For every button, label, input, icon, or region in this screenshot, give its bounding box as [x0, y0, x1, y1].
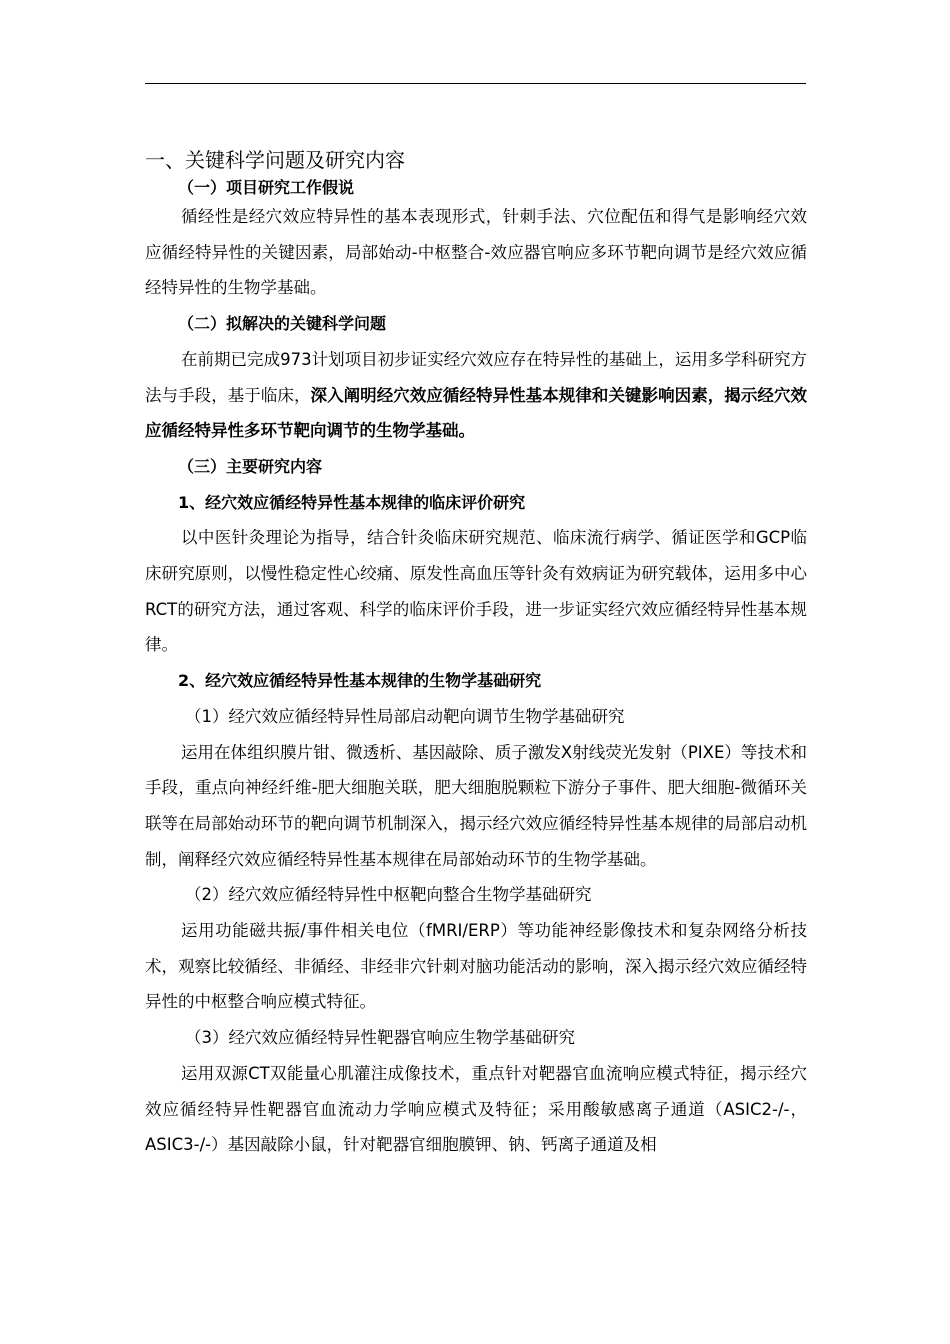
- subsection-main-content-title: （三）主要研究内容: [178, 456, 323, 476]
- item1-paragraph: 以中医针灸理论为指导，结合针灸临床研究规范、临床流行病学、循证医学和GCP临床研究原则，以慢性稳定性心绞痛、原发性高血压等针灸有效病证为研究载体，运用多中心RCT的研究方法，通过客观、科学的临床评价手段，进一步证实经穴效应循经特异性基本规律。: [145, 528, 807, 655]
- item1-title: 1、经穴效应循经特异性基本规律的临床评价研究: [178, 492, 526, 512]
- key-questions-paragraph: [145, 342, 807, 449]
- section-title: 一、关键科学问题及研究内容: [145, 148, 405, 172]
- key-questions-bold-text: 深入阐明经穴效应循经特异性基本规律和关键影响因素，揭示经穴效应循经特异性多环节靶向调节的生物学基础。: [145, 385, 808, 441]
- subsection-key-questions-title: （二）拟解决的关键科学问题: [178, 314, 387, 334]
- sub-item1-title: （1）经穴效应循经特异性局部启动靶向调节生物学基础研究: [185, 706, 625, 726]
- sub-item2-title: （2）经穴效应循经特异性中枢靶向整合生物学基础研究: [185, 885, 592, 905]
- hypothesis-paragraph: 循经性是经穴效应特异性的基本表现形式，针刺手法、穴位配伍和得气是影响经穴效应循经特异性的关键因素，局部始动-中枢整合-效应器官响应多环节靶向调节是经穴效应循经特异性的生物学基础。: [145, 207, 807, 298]
- subsection-hypothesis-title: （一）项目研究工作假说: [178, 178, 355, 197]
- sub-item2-paragraph: 运用功能磁共振/事件相关电位（fMRI/ERP）等功能神经影像技术和复杂网络分析技术，观察比较循经、非循经、非经非穴针刺对脑功能活动的影响，深入揭示经穴效应循经特异性的中枢整合响应模式特征。: [145, 921, 807, 1012]
- key-questions-text: 在前期已完成973计划项目初步证实经穴效应存在特异性的基础上，运用多学科研究方法与手段，基于临床，: [145, 349, 807, 405]
- sub-item3-title: （3）经穴效应循经特异性靶器官响应生物学基础研究: [185, 1028, 575, 1048]
- sub-item3-paragraph: 运用双源CT双能量心肌灌注成像技术，重点针对靶器官血流响应模式特征，揭示经穴效应循经特异性靶器官血流动力学响应模式及特征；采用酸敏感离子通道（ASIC2-/-，ASIC3-/-）基因敲除小鼠，针对靶器官细胞膜钾、钠、钙离子通道及相: [145, 1063, 807, 1155]
- item2-title: 2、经穴效应循经特异性基本规律的生物学基础研究: [178, 671, 542, 691]
- sub-item1-paragraph: 运用在体组织膜片钳、微透析、基因敲除、质子激发X射线荧光发射（PIXE）等技术和手段，重点向神经纤维-肥大细胞关联，肥大细胞脱颗粒下游分子事件、肥大细胞-微循环关联等在局部始动环节的靶向调节机制深入，揭示经穴效应循经特异性基本规律的局部启动机制，阐释经穴效应循经特异性基本规律在局部始动环节的生物学基础。: [145, 742, 807, 869]
- header-rule: [145, 83, 806, 84]
- document-body: [145, 140, 807, 1163]
